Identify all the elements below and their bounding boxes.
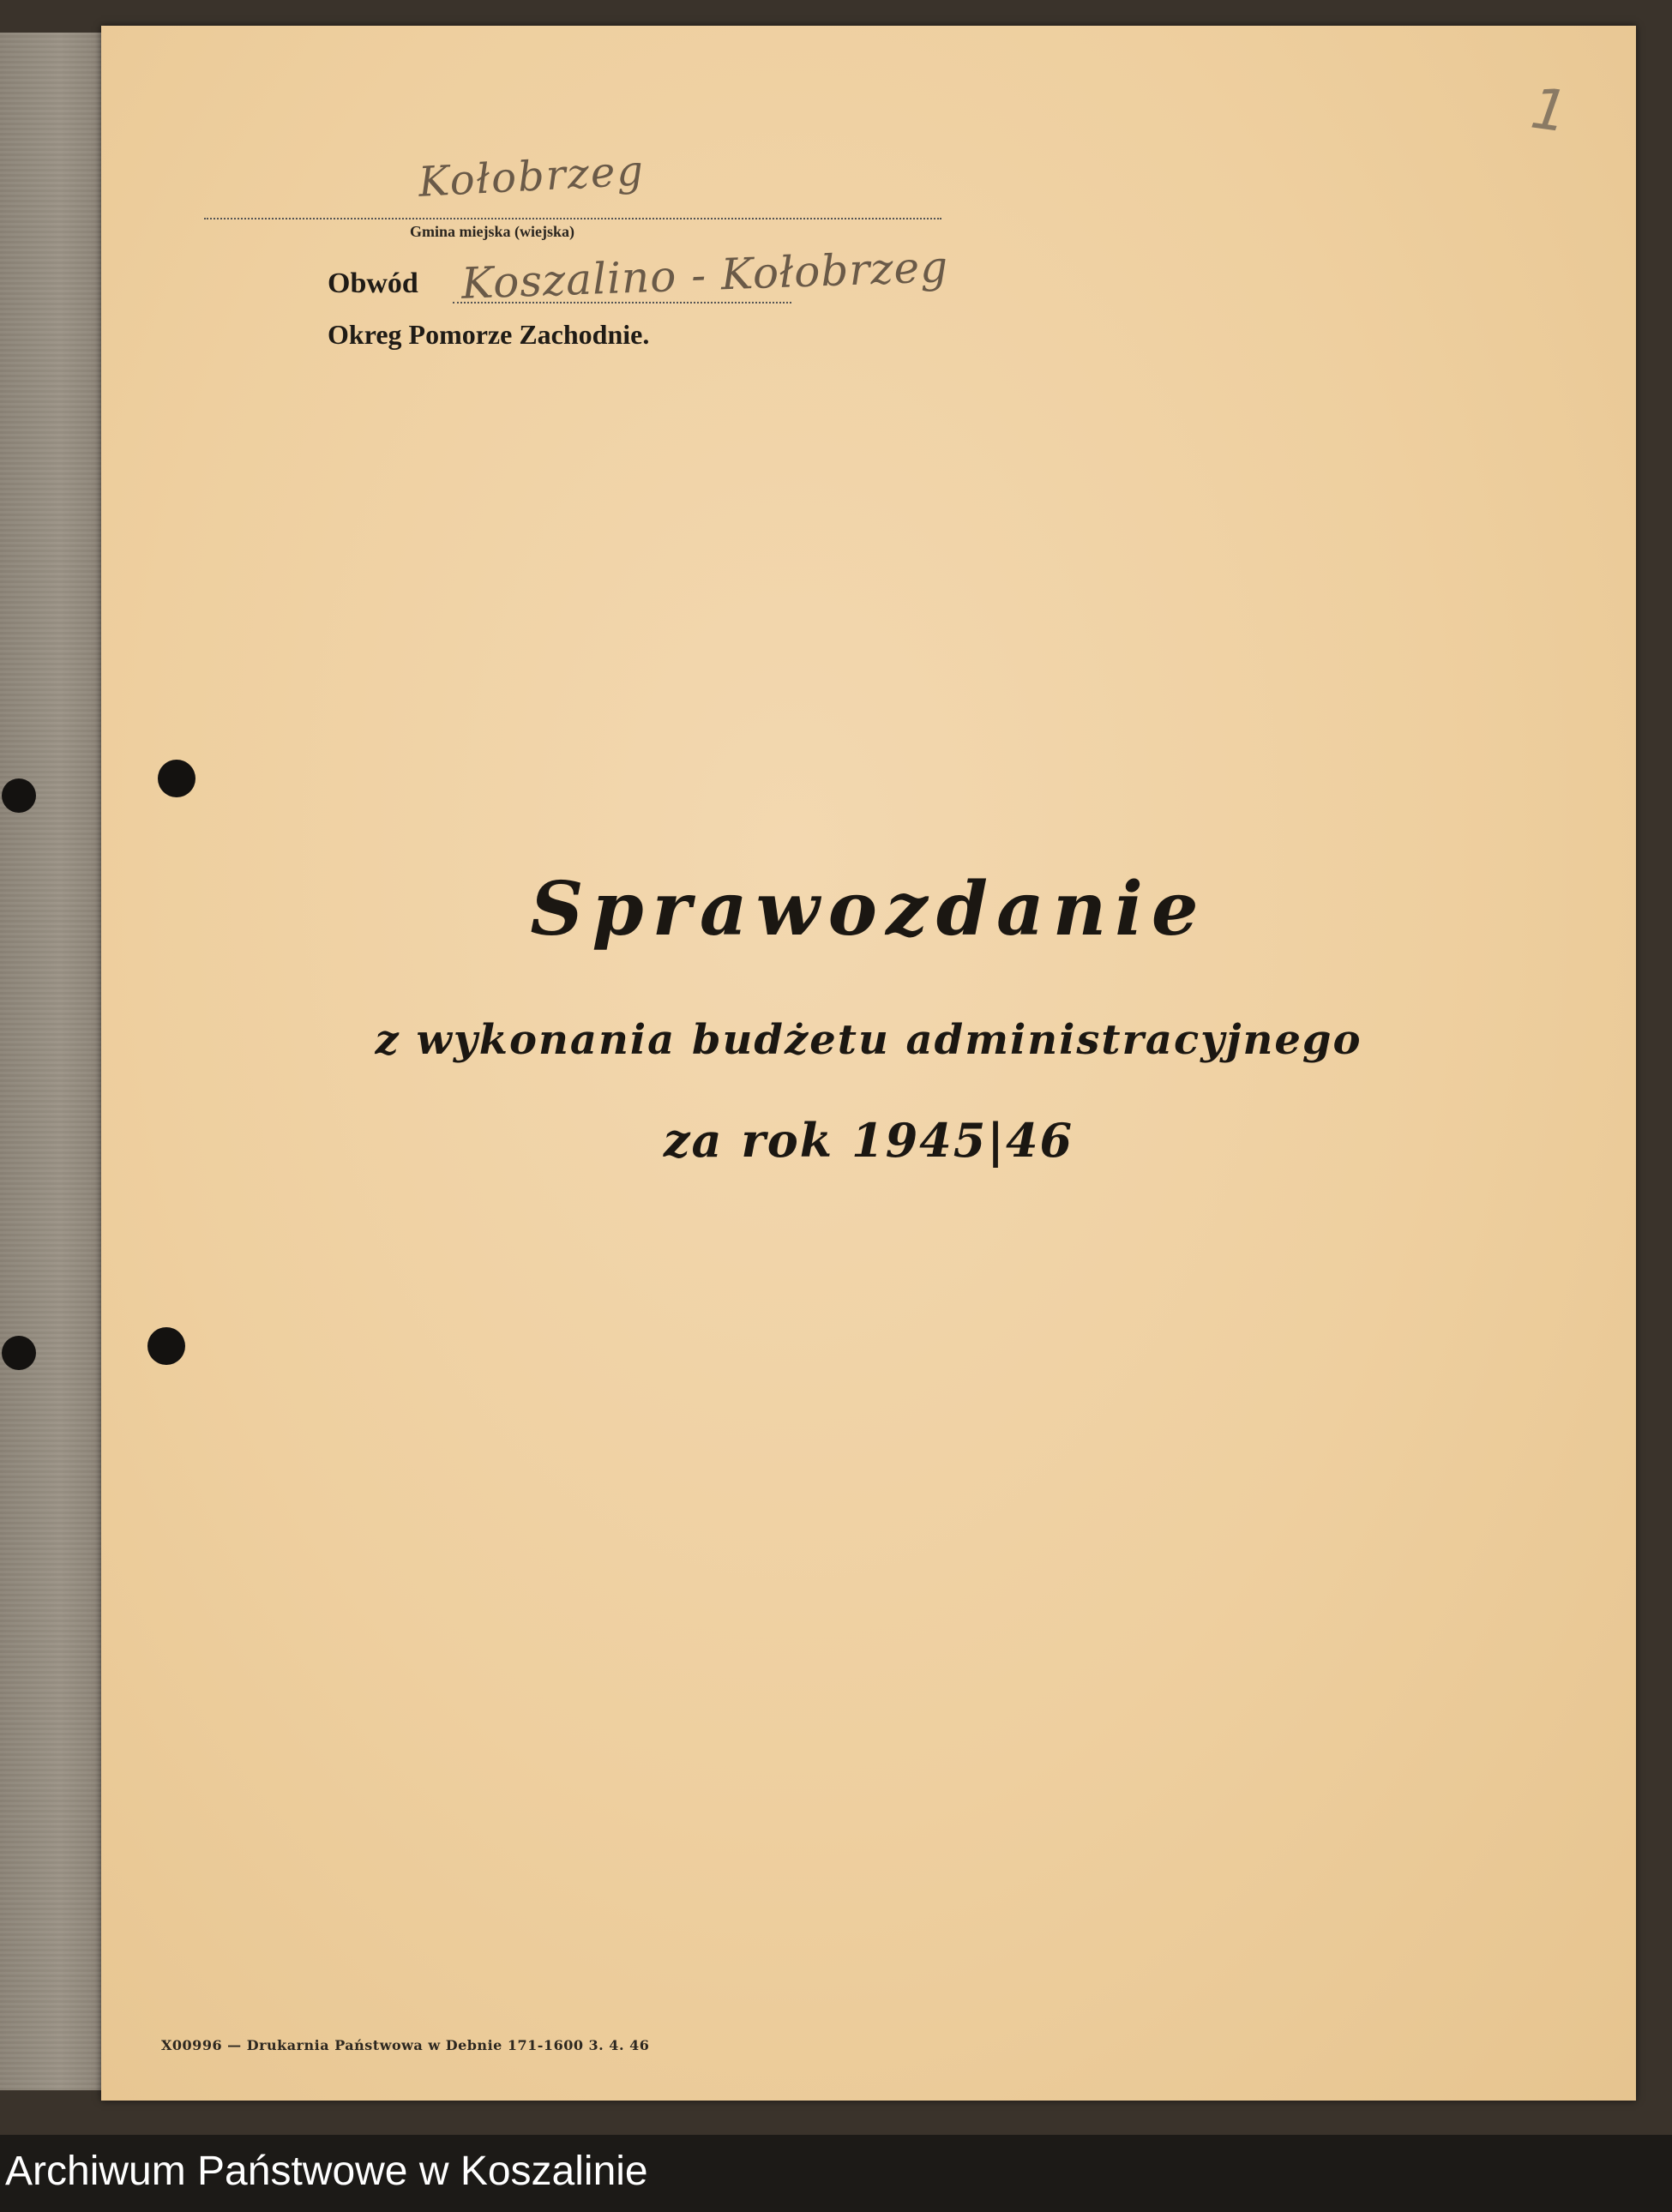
punch-hole (2, 778, 36, 813)
okreg-label: Okreg Pomorze Zachodnie. (328, 319, 650, 350)
punch-hole (147, 1327, 185, 1365)
punch-hole (158, 760, 195, 797)
board-texture (0, 33, 110, 2090)
document-page (101, 26, 1636, 2101)
gmina-caption: Gmina miejska (wiejska) (410, 223, 574, 240)
gmina-handwritten-entry: Kołobrzeg (417, 147, 647, 207)
punch-hole (2, 1336, 36, 1370)
folio-number: 1 (1526, 75, 1573, 146)
obwod-label: Obwód (328, 267, 418, 299)
gmina-dotted-line (204, 218, 941, 219)
document-title: Sprawozdanie (530, 866, 1207, 953)
document-subtitle: z wykonania budżetu administracyjnego (375, 1016, 1362, 1064)
obwod-handwritten-entry: Koszalino - Kołobrzeg (460, 242, 950, 309)
document-year: za rok 1945|46 (663, 1113, 1074, 1168)
folder-board (0, 33, 110, 2090)
obwod-dotted-line (453, 302, 791, 304)
printer-imprint: X00996 — Drukarnia Państwowa w Debnie 171-1600 3. 4. 46 (161, 2037, 650, 2053)
archive-watermark: Archiwum Państwowe w Koszalinie (5, 2149, 648, 2194)
